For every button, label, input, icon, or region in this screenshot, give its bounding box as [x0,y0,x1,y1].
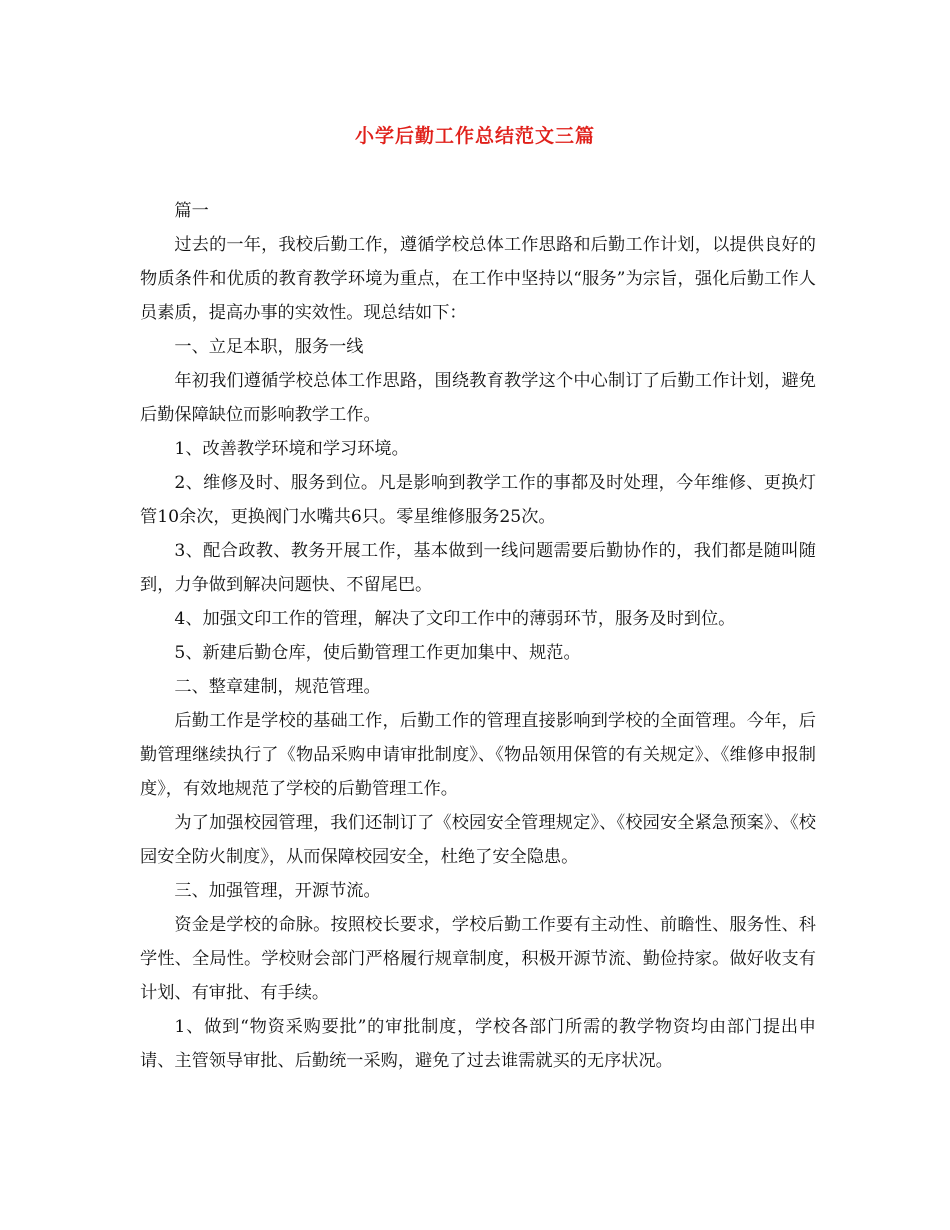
paragraph: 后勤工作是学校的基础工作，后勤工作的管理直接影响到学校的全面管理。今年，后勤管理继续执行了《物品采购申请审批制度》、《物品领用保管的有关规定》、《维修申报制度》，有效地规范了学校的后勤管理工作。 [140,711,816,799]
list-item: 4、加强文印工作的管理，解决了文印工作中的薄弱环节，服务及时到位。 [174,609,736,629]
paragraph-intro: 过去的一年，我校后勤工作，遵循学校总体工作思路和后勤工作计划，以提供良好的物质条件和优质的教育教学环境为重点，在工作中坚持以“服务”为宗旨，强化后勤工作人员素质，提高办事的实效性。现总结如下： [140,235,816,323]
list-item: 2、维修及时、服务到位。凡是影响到教学工作的事都及时处理，今年维修、更换灯管10余次，更换阀门水嘴共6只。零星维修服务25次。 [140,473,816,527]
section-label: 篇一 [174,201,209,221]
list-item: 5、新建后勤仓库，使后勤管理工作更加集中、规范。 [174,643,581,663]
section-heading-2: 二、整章建制，规范管理。 [174,677,381,697]
list-item: 3、配合政教、教务开展工作，基本做到一线问题需要后勤协作的，我们都是随叫随到，力争做到解决问题快、不留尾巴。 [140,541,816,595]
paragraph: 年初我们遵循学校总体工作思路，围绕教育教学这个中心制订了后勤工作计划，避免后勤保障缺位而影响教学工作。 [140,371,816,425]
document-title: 小学后勤工作总结范文三篇 [354,125,595,147]
list-item: 1、改善教学环境和学习环境。 [174,439,409,459]
paragraph: 资金是学校的命脉。按照校长要求，学校后勤工作要有主动性、前瞻性、服务性、科学性、全局性。学校财会部门严格履行规章制度，积极开源节流、勤俭持家。做好收支有计划、有审批、有手续。 [140,915,816,1003]
paragraph: 为了加强校园管理，我们还制订了《校园安全管理规定》、《校园安全紧急预案》、《校园安全防火制度》，从而保障校园安全，杜绝了安全隐患。 [140,813,816,867]
list-item: 1、做到“物资采购要批”的审批制度，学校各部门所需的教学物资均由部门提出申请、主管领导审批、后勤统一采购，避免了过去谁需就买的无序状况。 [140,1017,816,1071]
document-body [140,194,816,1078]
section-heading-1: 一、立足本职，服务一线 [174,337,364,357]
section-heading-3: 三、加强管理，开源节流。 [174,881,381,901]
